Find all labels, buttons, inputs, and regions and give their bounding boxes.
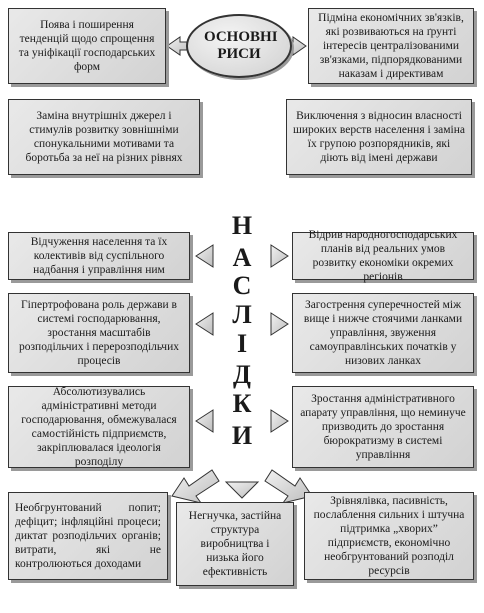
consequence-text: Гіпертрофована роль держави в системі господарювання, зростання масштабів розподільчих і перерозподільчих процесів	[19, 298, 179, 368]
central-title: ОСНОВНІ РИСИ	[204, 28, 278, 62]
result-text: Необгрунтований попит; дефіцит; інфляційні процеси; диктат розподільчих органів; витрати, які не контролюються доходами	[15, 501, 161, 571]
result-box-1	[8, 492, 168, 580]
consequence-right-2	[292, 293, 474, 373]
word-letter: Л	[232, 300, 252, 329]
consequence-right-3	[292, 386, 474, 468]
consequence-left-2	[8, 293, 190, 373]
consequence-right-1	[292, 228, 474, 284]
word-letter: Д	[233, 360, 251, 389]
result-text: Негнучка, застійна структура виробництва і низька його ефективність	[188, 509, 282, 579]
word-letter: Н	[231, 211, 253, 240]
word-letter: І	[236, 329, 248, 358]
feature-text: Виключення з відносин власності широких верств населення і заміна їх групою розпорядників, які діють від імені держави	[293, 109, 465, 165]
word-letter: К	[232, 389, 252, 418]
word-letter: И	[231, 421, 253, 450]
feature-box-4	[286, 99, 472, 175]
feature-text: Заміна внутрішніх джерел і стимулів розвитку зовнішніми спонукальними мотивами та боротьба за неї на різних рівнях	[25, 109, 183, 165]
consequence-text: Відрив народногосподарських планів від реальних умов розвитку економіки окремих регіонів	[308, 228, 458, 284]
consequence-text: Загострення суперечностей між вище і нижче стоячими ланками управління, звуження самоуправлінських початків у низових ланках	[303, 298, 463, 368]
consequence-text: Зростання адміністративного апарату управління, що неминуче призводить до зростання бюрократизму в системі управління	[300, 392, 466, 462]
consequence-text: Абсолютизувались адміністративні методи господарювання, обмежувалася самостійність підприємств, закріплювалася ідеологія розподілу	[21, 385, 177, 469]
feature-text: Поява і поширення тенденцій щодо спрощення та уніфікації господарських форм	[18, 18, 156, 74]
word-letter: С	[232, 271, 252, 300]
word-letter: А	[232, 243, 252, 272]
result-box-3	[304, 492, 474, 580]
feature-box-2	[308, 8, 474, 84]
arrow-down-left-icon	[172, 470, 219, 503]
arrow-right-icon	[271, 313, 288, 335]
consequence-text: Відчуження населення та їх колективів від суспільного надбання і управління ним	[30, 235, 168, 277]
feature-text: Підміна економічних зв'язків, які розвиваються на ґрунті інтересів централізованими зв'язками, підпорядкованими наказам і директивам	[318, 11, 464, 81]
arrow-left-icon	[196, 245, 213, 267]
consequence-left-3	[8, 386, 190, 468]
arrow-right-icon	[271, 245, 288, 267]
central-ellipse	[186, 14, 292, 78]
arrow-down-icon	[226, 482, 258, 498]
feature-box-1	[8, 8, 166, 84]
feature-box-3	[8, 99, 200, 175]
result-box-2	[176, 502, 294, 586]
result-text: Зрівнялівка, пасивність, послаблення сильних і штучна підтримка „хворих” підприємств, економічно необгрунтований розподіл ресурсів	[313, 494, 465, 578]
arrow-right-icon	[271, 410, 288, 432]
arrow-left-icon	[196, 313, 213, 335]
consequence-left-1	[8, 232, 190, 280]
arrow-left-icon	[196, 410, 213, 432]
